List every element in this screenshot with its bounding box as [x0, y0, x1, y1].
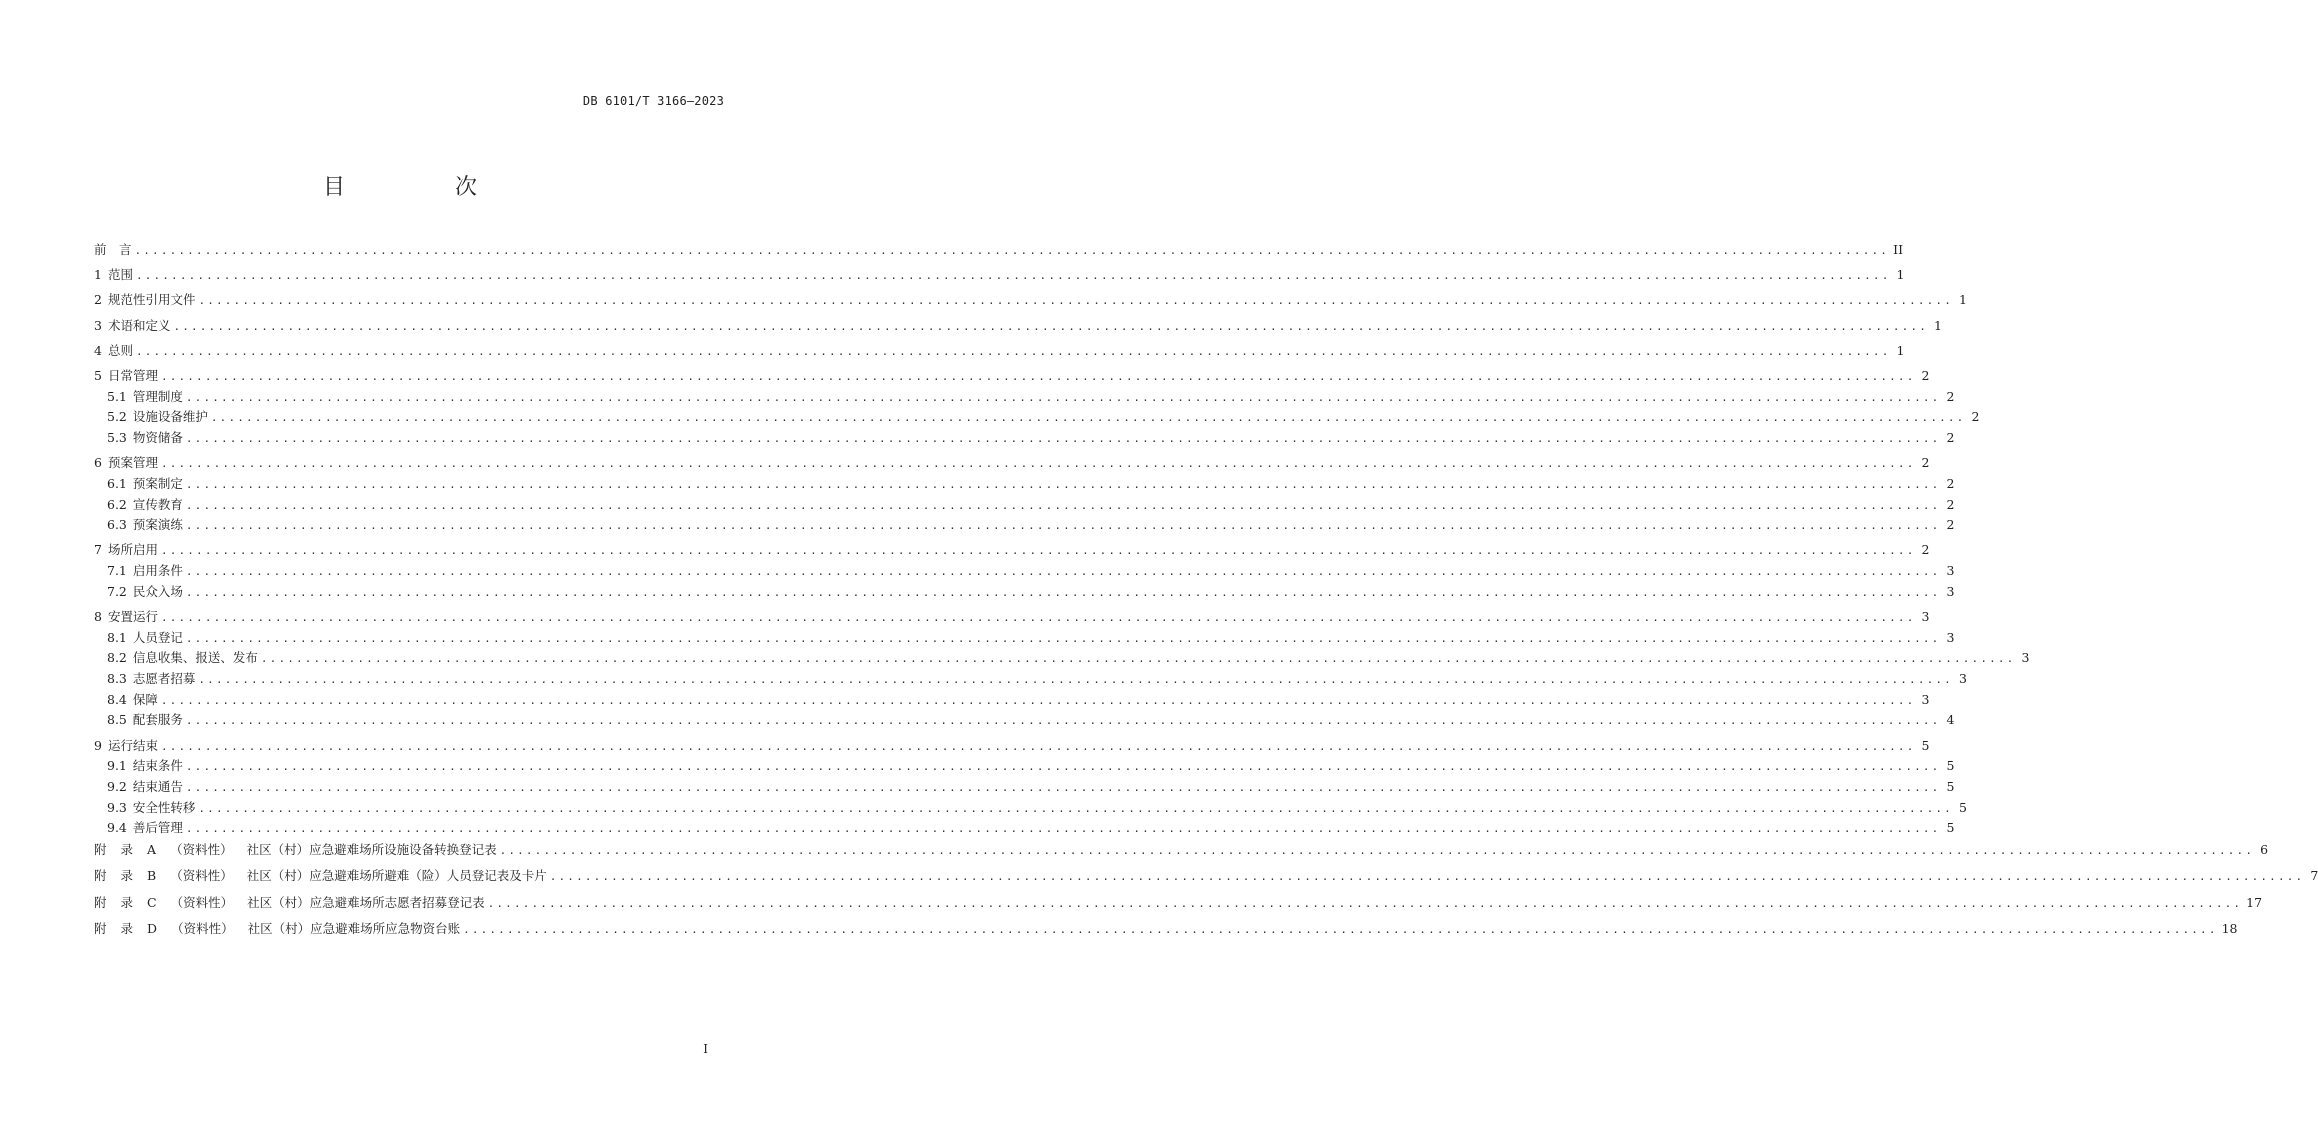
toc-entry-page: 18 — [2221, 920, 2238, 936]
toc-entry-label: 前 言 — [94, 242, 132, 257]
toc-entry-label: 安置运行 — [107, 609, 158, 624]
document-code: DB 6101/T 3166—2023 — [582, 94, 724, 108]
appendix-letter: D — [147, 920, 158, 936]
toc-entry-page: 5 — [1921, 737, 1930, 753]
appendix-prefix1: 附 — [94, 920, 107, 936]
toc-entry-label: 预案管理 — [107, 455, 158, 471]
toc-leader-dots: ........................................................................................................................................................................................................ — [463, 922, 2218, 936]
toc-leader-dots: ........................................................................................................................................................................................................ — [185, 714, 1941, 728]
toc-entry-label: 人员登记 — [132, 629, 183, 645]
toc-entry-number: 9.4 — [107, 820, 127, 836]
toc-leader-dots: ........................................................................................................................................................................................................ — [185, 822, 1941, 836]
toc-entry-label: 管理制度 — [132, 388, 183, 404]
toc-entry-page: 5 — [1946, 820, 1955, 836]
toc-entry-page: 2 — [1946, 430, 1955, 445]
toc-entry-number: 4 — [94, 342, 102, 358]
toc-entry[interactable] — [94, 582, 1955, 603]
toc-entry[interactable] — [94, 474, 1955, 495]
toc-entry-number: 6.2 — [107, 496, 127, 512]
toc-leader-dots: ........................................................................................................................................................................................................ — [185, 390, 1941, 404]
appendix-prefix2: 录 — [120, 868, 134, 884]
toc-entry-number: 5.3 — [107, 430, 127, 445]
toc-appendix-entry[interactable] — [94, 890, 2263, 916]
toc-entry-number: 7 — [94, 542, 102, 558]
appendix-prefix1: 附 — [94, 842, 107, 858]
toc-entry-page: 2 — [1921, 455, 1930, 471]
toc-entry-label: 范围 — [107, 267, 133, 283]
toc-entry-label: 规范性引用文件 — [107, 292, 196, 308]
table-of-contents — [94, 240, 2318, 942]
toc-entry[interactable] — [94, 265, 1905, 286]
toc-entry[interactable] — [94, 669, 1967, 690]
toc-leader-dots: ........................................................................................................................................................................................................ — [185, 631, 1941, 645]
toc-entry-number: 9.1 — [107, 758, 127, 774]
toc-entry-page: 2 — [1946, 475, 1955, 491]
toc-entry-label: 设施设备维护 — [132, 409, 208, 425]
page-number: I — [703, 1042, 708, 1056]
toc-entry-page: 1 — [1896, 267, 1905, 283]
appendix-prefix — [94, 863, 247, 889]
toc-entry-label: 启用条件 — [132, 563, 183, 579]
appendix-prefix — [94, 837, 247, 863]
appendix-prefix2: 录 — [120, 894, 134, 910]
toc-entry-page: 5 — [1946, 779, 1955, 794]
toc-leader-dots: ........................................................................................................................................................................................................ — [160, 544, 1916, 558]
toc-entry-page: 2 — [1946, 517, 1955, 533]
toc-entry[interactable] — [94, 818, 1955, 839]
toc-entry-label: 结束条件 — [132, 758, 183, 774]
toc-entry[interactable] — [94, 387, 1955, 408]
toc-appendix-entry[interactable] — [94, 837, 2269, 863]
toc-leader-dots: ........................................................................................................................................................................................................ — [173, 319, 1928, 333]
toc-entry-number: 3 — [94, 317, 102, 333]
toc-leader-dots: ........................................................................................................................................................................................................ — [185, 432, 1941, 445]
toc-entry-page: 3 — [1946, 629, 1955, 645]
toc-entry-label: 场所启用 — [107, 542, 158, 558]
toc-leader-dots: ........................................................................................................................................................................................................ — [185, 760, 1941, 774]
toc-leader-dots: ........................................................................................................................................................................................................ — [198, 673, 1953, 687]
toc-entry-number: 7.2 — [107, 583, 127, 599]
toc-entry-label: 总则 — [107, 342, 133, 358]
toc-leader-dots: ........................................................................................................................................................................................................ — [210, 411, 1966, 425]
appendix-prefix2: 录 — [120, 842, 134, 858]
toc-entry-page: 1 — [1896, 342, 1905, 358]
toc-leader-dots: ........................................................................................................................................................................................................ — [198, 294, 1953, 308]
appendix-letter: B — [147, 868, 157, 884]
toc-entry-number: 5.1 — [107, 388, 127, 404]
toc-entry-page: 2 — [1971, 409, 1980, 425]
toc-entry[interactable] — [94, 341, 1905, 362]
toc-entry-page: 3 — [1946, 563, 1955, 579]
toc-entry[interactable] — [94, 777, 1955, 798]
toc-entry[interactable] — [94, 495, 1955, 516]
toc-entry-page: 2 — [1921, 542, 1930, 558]
toc-entry[interactable] — [94, 240, 1904, 261]
toc-entry[interactable] — [94, 756, 1955, 777]
toc-entry[interactable] — [94, 428, 1955, 449]
appendix-title: 社区（村）应急避难场所设施设备转换登记表 — [246, 842, 497, 858]
toc-entry-label: 运行结束 — [107, 737, 158, 753]
toc-entry[interactable] — [94, 648, 2030, 669]
toc-appendix-entry[interactable] — [94, 916, 2238, 942]
toc-entry[interactable] — [94, 736, 1930, 757]
toc-entry-label: 配套服务 — [132, 712, 183, 728]
appendix-title: 社区（村）应急避难场所志愿者招募登记表 — [247, 894, 485, 910]
toc-entry-label: 物资储备 — [132, 430, 183, 445]
toc-entry[interactable] — [94, 690, 1930, 711]
toc-entry-number: 7.1 — [107, 563, 127, 579]
toc-entry-page: 3 — [2021, 650, 2030, 666]
toc-entry[interactable] — [94, 316, 1942, 337]
toc-leader-dots: ........................................................................................................................................................................................................ — [185, 519, 1941, 533]
toc-title: 目 次 — [322, 175, 521, 200]
toc-leader-dots: ........................................................................................................................................................................................................ — [185, 477, 1941, 491]
toc-entry-label: 宣传教育 — [132, 496, 183, 512]
toc-entry-page: 2 — [1946, 388, 1955, 404]
toc-entry[interactable] — [94, 290, 1967, 311]
toc-entry-number: 8.3 — [107, 671, 127, 687]
toc-entry-page: 2 — [1946, 496, 1955, 512]
toc-entry[interactable] — [94, 407, 1980, 428]
toc-entry[interactable] — [94, 540, 1930, 561]
toc-entry-number: 8.5 — [107, 712, 127, 728]
appendix-prefix — [94, 890, 247, 916]
toc-entry-page: 17 — [2246, 894, 2263, 910]
toc-entry[interactable] — [94, 366, 1930, 387]
toc-entry-number: 5 — [94, 367, 102, 383]
appendix-prefix — [94, 916, 248, 942]
toc-entry-page: 1 — [1934, 317, 1942, 333]
toc-entry-label: 民众入场 — [132, 583, 183, 599]
toc-entry-number: 1 — [94, 267, 102, 283]
toc-leader-dots: ........................................................................................................................................................................................................ — [135, 344, 1891, 358]
toc-entry-label: 安全性转移 — [132, 799, 196, 815]
appendix-title: 社区（村）应急避难场所应急物资台账 — [247, 920, 461, 936]
toc-entry-number: 6.3 — [107, 517, 127, 533]
toc-entry-label: 结束通告 — [132, 779, 183, 794]
toc-entry-page: 6 — [2260, 842, 2269, 858]
toc-entry-label: 预案演练 — [132, 517, 183, 533]
toc-entry-page: 3 — [1946, 583, 1955, 599]
toc-entry-page: II — [1893, 242, 1904, 257]
toc-entry-label: 善后管理 — [132, 820, 183, 836]
toc-entry-page: 4 — [1946, 712, 1955, 728]
appendix-prefix1: 附 — [94, 868, 107, 884]
toc-entry-number: 8.2 — [107, 650, 127, 666]
toc-entry[interactable] — [94, 561, 1955, 582]
toc-leader-dots: ........................................................................................................................................................................................................ — [549, 870, 2305, 884]
toc-entry-page: 3 — [1921, 691, 1930, 707]
toc-entry-number: 8.4 — [107, 691, 127, 707]
toc-entry[interactable] — [94, 710, 1955, 731]
toc-entry[interactable] — [94, 515, 1955, 536]
toc-entry[interactable] — [94, 453, 1930, 474]
toc-leader-dots: ........................................................................................................................................................................................................ — [185, 781, 1941, 794]
toc-entry-number: 9 — [94, 737, 102, 753]
appendix-kind: （资料性） — [170, 868, 233, 884]
toc-entry-label: 术语和定义 — [107, 317, 171, 333]
appendix-title: 社区（村）应急避难场所避难（险）人员登记表及卡片 — [246, 868, 547, 884]
appendix-letter: C — [147, 894, 157, 910]
toc-leader-dots: ........................................................................................................................................................................................................ — [160, 457, 1916, 471]
toc-entry[interactable] — [94, 798, 1967, 819]
toc-entry-page: 1 — [1959, 292, 1967, 308]
toc-leader-dots: ........................................................................................................................................................................................................ — [260, 652, 2016, 666]
toc-entry-number: 6 — [94, 455, 102, 471]
toc-entry-label: 志愿者招募 — [132, 671, 196, 687]
toc-entry-number: 8 — [94, 609, 102, 624]
toc-leader-dots: ........................................................................................................................................................................................................ — [135, 269, 1891, 283]
toc-entry-number: 8.1 — [107, 629, 127, 645]
appendix-prefix2: 录 — [120, 920, 134, 936]
toc-entry-number: 9.3 — [107, 799, 127, 815]
toc-entry-number: 2 — [94, 292, 102, 308]
toc-leader-dots: ........................................................................................................................................................................................................ — [160, 693, 1916, 707]
appendix-kind: （资料性） — [171, 920, 234, 936]
toc-leader-dots: ........................................................................................................................................................................................................ — [185, 585, 1941, 599]
toc-entry-page: 5 — [1958, 799, 1967, 815]
toc-entry-number: 5.2 — [107, 409, 127, 425]
toc-leader-dots: ........................................................................................................................................................................................................ — [160, 739, 1916, 753]
toc-leader-dots: ........................................................................................................................................................................................................ — [185, 498, 1941, 512]
toc-appendix-entry[interactable] — [94, 863, 2318, 889]
toc-leader-dots: ........................................................................................................................................................................................................ — [198, 801, 1953, 815]
toc-leader-dots: ........................................................................................................................................................................................................ — [160, 611, 1916, 624]
toc-entry-number: 6.1 — [107, 475, 127, 491]
toc-leader-dots: ........................................................................................................................................................................................................ — [160, 369, 1916, 383]
toc-entry-page: 3 — [1921, 609, 1930, 624]
toc-entry[interactable] — [94, 607, 1930, 628]
toc-entry-page: 3 — [1958, 671, 1967, 687]
toc-entry-page: 2 — [1921, 367, 1930, 383]
toc-leader-dots: ........................................................................................................................................................................................................ — [499, 844, 2255, 858]
toc-entry-number: 9.2 — [107, 779, 127, 794]
toc-entry-label: 保障 — [132, 691, 158, 707]
toc-entry[interactable] — [94, 628, 1955, 649]
appendix-kind: （资料性） — [170, 842, 233, 858]
toc-entry-label: 预案制定 — [132, 475, 183, 491]
toc-entry-page: 5 — [1946, 758, 1955, 774]
toc-leader-dots: ........................................................................................................................................................................................................ — [185, 565, 1941, 579]
appendix-kind: （资料性） — [170, 894, 234, 910]
toc-leader-dots: ........................................................................................................................................................................................................ — [134, 244, 1890, 257]
toc-leader-dots: ........................................................................................................................................................................................................ — [487, 896, 2243, 910]
appendix-prefix1: 附 — [94, 894, 107, 910]
appendix-letter: A — [147, 842, 157, 858]
toc-entry-page: 7 — [2310, 868, 2318, 884]
toc-entry-label: 日常管理 — [107, 367, 158, 383]
toc-entry-label: 信息收集、报送、发布 — [132, 650, 258, 666]
